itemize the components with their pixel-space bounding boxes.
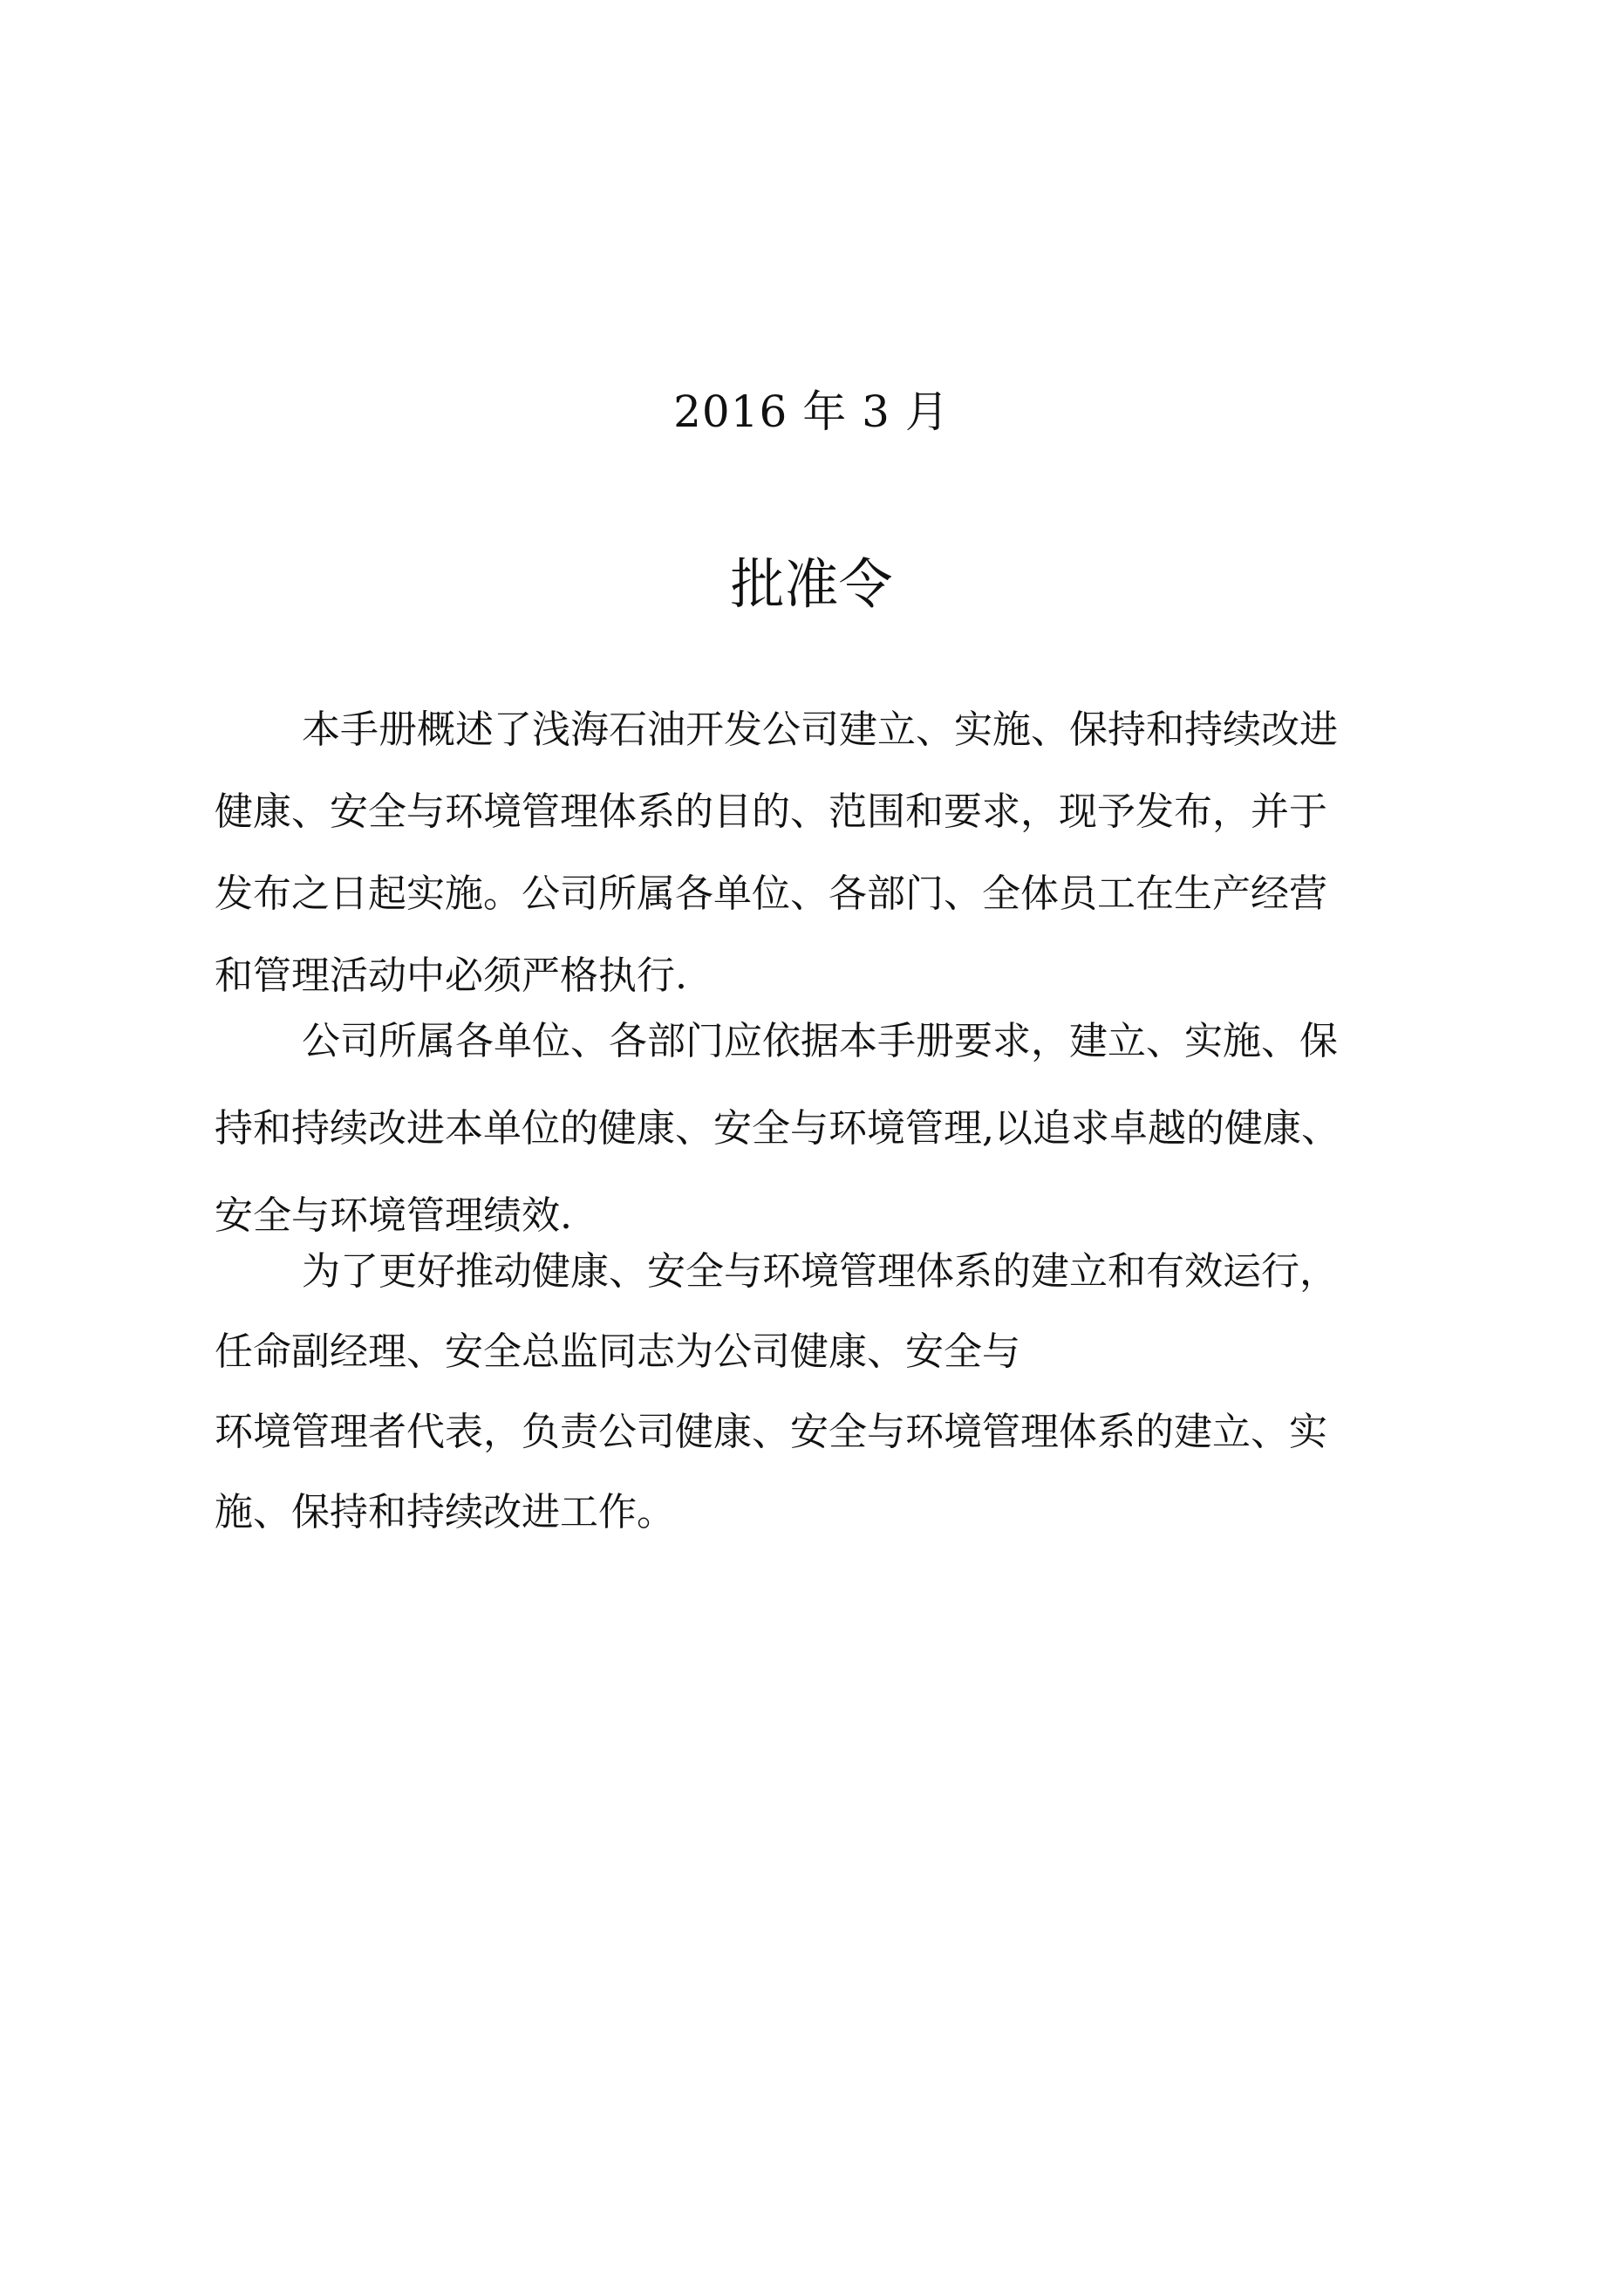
- paragraph-line: 安全与环境管理绩效.: [215, 1193, 572, 1238]
- paragraph-line: 施、保持和持续改进工作。: [215, 1490, 675, 1534]
- paragraph-line: 健康、安全与环境管理体系的目的、范围和要求，现予发布，并于: [215, 789, 1327, 834]
- document-date: 2016 年 3 月: [673, 386, 950, 437]
- paragraph-line: 环境管理者代表，负责公司健康、安全与环境管理体系的建立、实: [215, 1410, 1327, 1454]
- paragraph-3: [215, 1232, 1435, 1553]
- paragraph-2: [215, 998, 1435, 1260]
- paragraph-line: 公司所属各单位、各部门应依据本手册要求，建立、实施、保: [302, 1019, 1338, 1063]
- paragraph-line: 任命副经理、安全总监同志为公司健康、安全与: [215, 1329, 1020, 1374]
- paragraph-line: 本手册概述了浅海石油开发公司建立、实施、保持和持续改进: [302, 707, 1338, 752]
- paragraph-line: 发布之日起实施。公司所属各单位、各部门、全体员工在生产经营: [215, 871, 1327, 916]
- paragraph-line: 和管理活动中必须严格执行.: [215, 953, 687, 998]
- document-title: 批准令: [730, 552, 893, 616]
- paragraph-1: [215, 689, 1435, 1017]
- paragraph-line: 为了更好推动健康、安全与环境管理体系的建立和有效运行，: [302, 1249, 1338, 1294]
- paragraph-line: 持和持续改进本单位的健康、安全与环境管理,以追求卓越的健康、: [215, 1106, 1340, 1151]
